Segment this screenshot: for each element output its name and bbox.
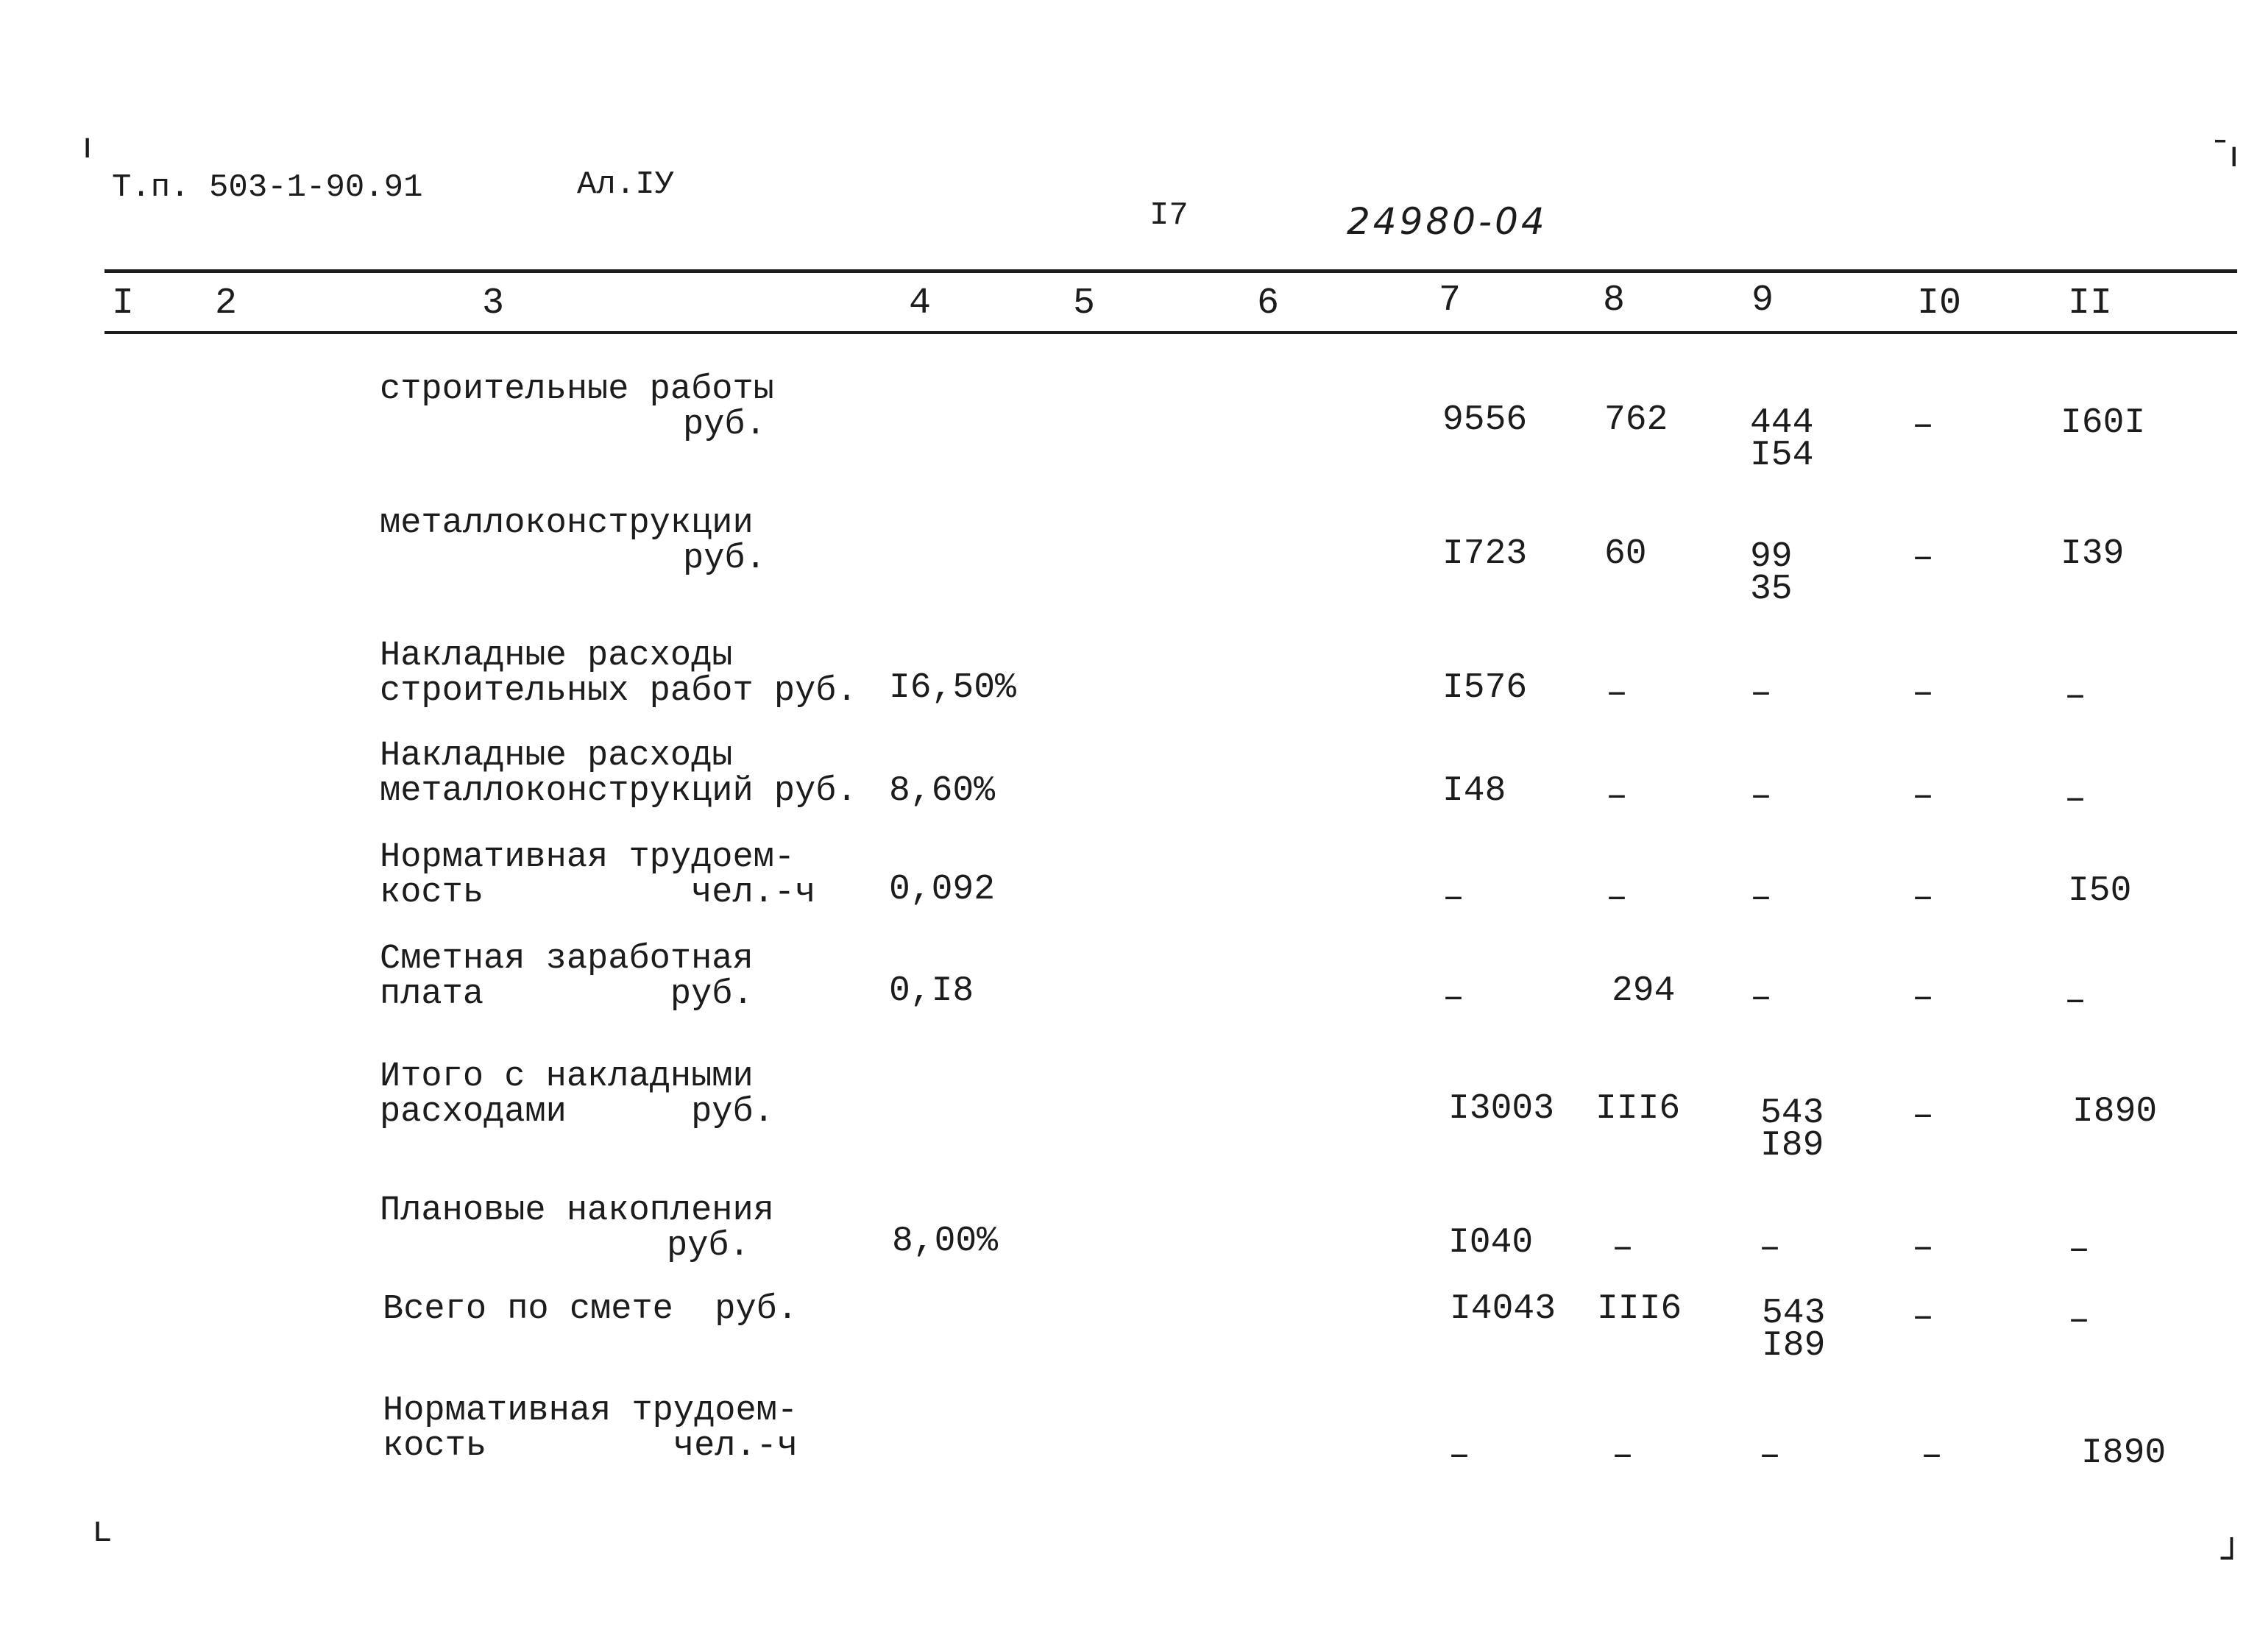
- header-top-rule: [105, 269, 2237, 273]
- cell-col7: 9556: [1442, 400, 1528, 440]
- cell-col10: –: [1912, 1227, 1935, 1269]
- cell-col8: 762: [1604, 400, 1668, 440]
- corner-mark-top-left: ı: [82, 125, 93, 166]
- row-label-unit: кость чел.-ч: [380, 873, 816, 912]
- cell-col11: –: [2068, 1229, 2091, 1271]
- cell-col4: 0,I8: [889, 971, 974, 1011]
- cell-col10: –: [1912, 877, 1935, 919]
- column-header-10: I0: [1917, 283, 1962, 325]
- cell-col7: –: [1448, 1435, 1471, 1477]
- row-label-unit: руб.: [683, 539, 766, 578]
- cell-col9: –: [1750, 877, 1773, 919]
- row-label: Плановые накопления: [380, 1191, 774, 1230]
- row-label: Накладные расходы: [380, 637, 733, 676]
- cell-col8: –: [1612, 1435, 1634, 1477]
- row-label-unit: металлоконструкций руб.: [380, 772, 857, 811]
- cell-col11: I890: [2081, 1433, 2167, 1473]
- cell-col8: 60: [1604, 534, 1647, 574]
- cell-col8: III6: [1595, 1089, 1681, 1129]
- cell-col9-bottom: I54: [1750, 436, 1814, 475]
- cell-col9-bottom: I89: [1760, 1126, 1824, 1166]
- header-bottom-rule: [105, 331, 2237, 334]
- cell-col9: –: [1759, 1435, 1782, 1477]
- cell-col7: –: [1442, 877, 1465, 919]
- cell-col11: I50: [2068, 871, 2132, 911]
- cell-col4: 0,092: [889, 870, 996, 910]
- row-label: Сметная заработная: [380, 940, 754, 979]
- column-header-8: 8: [1603, 280, 1626, 322]
- cell-col11: I39: [2061, 534, 2125, 574]
- cell-col7: I723: [1442, 534, 1528, 574]
- cell-col10: –: [1912, 776, 1935, 818]
- cell-col7: I4043: [1450, 1289, 1556, 1329]
- cell-col9: –: [1750, 776, 1773, 818]
- cell-col10: –: [1912, 1095, 1935, 1137]
- cell-col8: –: [1606, 877, 1629, 919]
- row-label: Итого с накладными: [380, 1057, 754, 1096]
- column-header-4: 4: [909, 283, 932, 325]
- cell-col11: –: [2064, 676, 2087, 717]
- cell-col8: –: [1606, 776, 1629, 818]
- cell-col9-bottom: 35: [1750, 570, 1793, 609]
- cell-col11: –: [2068, 1300, 2091, 1341]
- cell-col7: I3003: [1448, 1089, 1555, 1129]
- column-header-11: II: [2068, 283, 2113, 325]
- document-stamp: 24980-04: [1347, 200, 1548, 243]
- cell-col7: I576: [1442, 668, 1528, 708]
- corner-mark-bottom-left: ʟ: [93, 1509, 111, 1550]
- corner-mark-top-right: ˉı: [2211, 134, 2239, 175]
- row-label: Нормативная трудоем-: [380, 838, 796, 877]
- cell-col9-top: 543: [1760, 1093, 1824, 1133]
- corner-mark-bottom-right: ┘: [2221, 1538, 2242, 1579]
- cell-col9-bottom: I89: [1762, 1326, 1826, 1366]
- row-label-unit: кость чел.-ч: [383, 1427, 798, 1466]
- cell-col8: 294: [1612, 971, 1676, 1011]
- cell-col10: –: [1912, 1297, 1935, 1339]
- cell-col4: I6,50%: [889, 668, 1016, 708]
- series-code: Т.п. 503-1-90.91: [112, 169, 423, 206]
- cell-col10: –: [1912, 673, 1935, 715]
- column-header-9: 9: [1751, 280, 1774, 322]
- cell-col9: –: [1750, 673, 1773, 715]
- cell-col7: –: [1442, 977, 1465, 1019]
- column-header-1: I: [112, 283, 135, 325]
- row-label: Всего по смете руб.: [383, 1290, 798, 1329]
- cell-col9-top: 99: [1750, 537, 1793, 577]
- cell-col9-top: 444: [1750, 403, 1814, 443]
- cell-col10: –: [1912, 977, 1935, 1019]
- cell-col11: I60I: [2061, 403, 2146, 443]
- cell-col7: I040: [1448, 1223, 1534, 1263]
- row-label-unit: строительных работ руб.: [380, 672, 857, 711]
- row-label-unit: плата руб.: [380, 975, 754, 1014]
- column-header-3: 3: [482, 283, 505, 325]
- cell-col8: –: [1606, 673, 1629, 715]
- row-label-unit: расходами руб.: [380, 1093, 774, 1132]
- cell-col10: –: [1912, 405, 1935, 447]
- cell-col11: –: [2064, 980, 2087, 1022]
- cell-col7: I48: [1442, 771, 1506, 811]
- column-header-7: 7: [1439, 280, 1462, 322]
- cell-col11: –: [2064, 779, 2087, 820]
- row-label: Нормативная трудоем-: [383, 1392, 798, 1431]
- column-header-6: 6: [1257, 283, 1280, 325]
- cell-col9: –: [1750, 977, 1773, 1019]
- cell-col4: 8,00%: [892, 1222, 999, 1261]
- cell-col9: –: [1759, 1227, 1782, 1269]
- page-number: I7: [1150, 197, 1189, 234]
- row-label-unit: руб.: [683, 405, 766, 444]
- column-header-5: 5: [1073, 283, 1096, 325]
- row-label: строительные работы: [380, 370, 774, 409]
- cell-col8: III6: [1597, 1289, 1682, 1329]
- column-header-2: 2: [215, 283, 238, 325]
- cell-col10: –: [1921, 1435, 1944, 1477]
- row-label: металлоконструкции: [380, 504, 754, 543]
- cell-col11: I890: [2072, 1092, 2158, 1132]
- cell-col10: –: [1912, 537, 1935, 579]
- row-label-unit: руб.: [667, 1227, 750, 1266]
- cell-col8: –: [1612, 1227, 1634, 1269]
- cell-col9-top: 543: [1762, 1294, 1826, 1333]
- cell-col4: 8,60%: [889, 771, 996, 811]
- row-label: Накладные расходы: [380, 737, 733, 776]
- album-number: Ал.IУ: [577, 166, 675, 203]
